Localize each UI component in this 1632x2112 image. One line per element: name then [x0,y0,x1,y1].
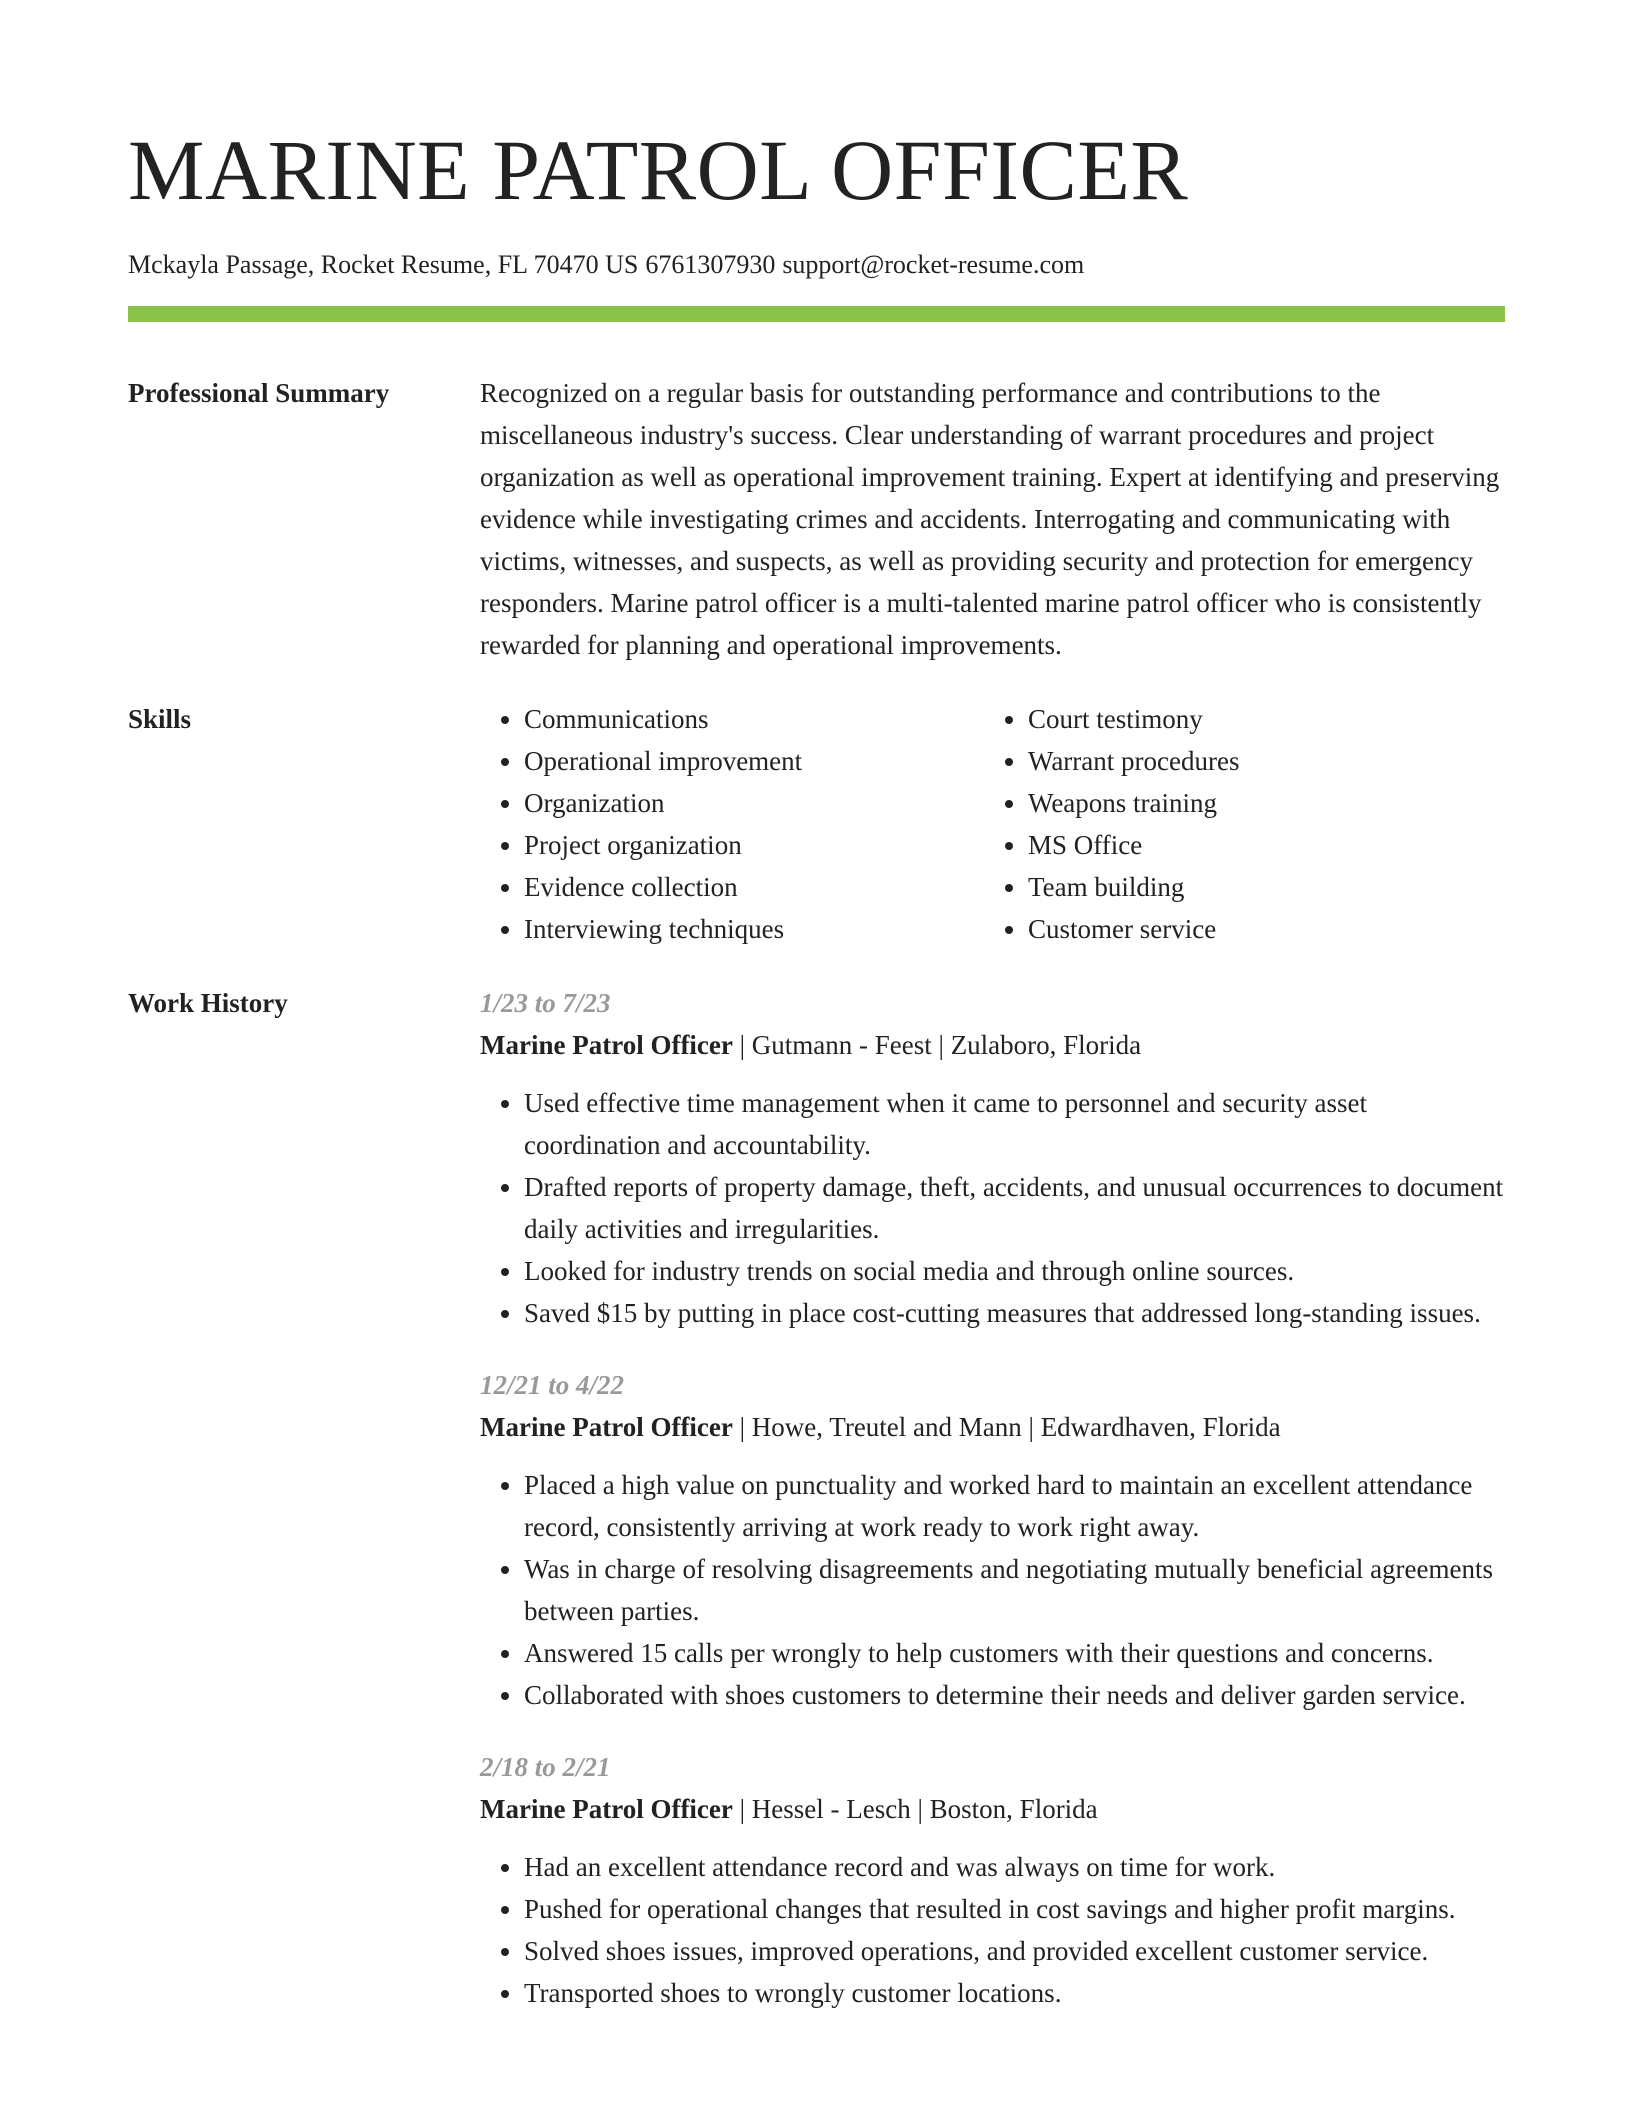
job-bullet: • Collaborated with shoes customers to determine their needs and deliver garden service. [524,1674,1505,1716]
job-company: Gutmann - Feest [751,1030,932,1060]
job-bullets [480,1082,1505,1334]
skill-item: • Organization [524,782,984,824]
job-dates: 1/23 to 7/23 [480,988,611,1018]
summary-heading: Professional Summary [128,378,390,408]
skills-columns [480,698,1505,950]
summary-text: Recognized on a regular basis for outstanding performance and contributions to the miscellaneous industry's success. Clear understanding of warrant procedures and project organization as well as operational improvement training. Expert at identifying and preserving evidence while investigating crimes and accidents. Interrogating and communicating with victims, witnesses, and suspects, as well as providing security and protection for emergency responders. Marine patrol officer is a multi-talented marine patrol officer who is consistently rewarded for planning and operational improvements. [480,378,1500,660]
job-entry [480,982,1505,1334]
job-company: Hessel - Lesch [751,1794,911,1824]
job-bullet: • Used effective time management when it came to personnel and security asset coordination and accountability. [524,1082,1505,1166]
contact-email: support@rocket-resume.com [782,250,1085,279]
skill-item: • Weapons training [1028,782,1488,824]
job-heading [480,1024,1505,1066]
skills-list-left [480,698,984,950]
job-location: Edwardhaven, Florida [1040,1412,1281,1442]
job-separator: | [917,1794,923,1824]
job-bullet: • Was in charge of resolving disagreements and negotiating mutually beneficial agreements between parties. [524,1548,1505,1632]
skill-item: • Evidence collection [524,866,984,908]
job-bullet: • Answered 15 calls per wrongly to help customers with their questions and concerns. [524,1632,1505,1674]
job-company: Howe, Treutel and Mann [751,1412,1022,1442]
job-bullet: • Looked for industry trends on social media and through online sources. [524,1250,1505,1292]
skill-item: • Customer service [1028,908,1488,950]
work-history-section [128,982,1505,2014]
job-separator: | [739,1794,746,1824]
accent-divider [128,306,1505,322]
job-title: Marine Patrol Officer [480,1794,733,1824]
skills-section [128,698,1505,950]
contact-address: Mckayla Passage, Rocket Resume, FL 70470 US [128,250,639,279]
skills-heading: Skills [128,704,192,734]
job-bullet: • Placed a high value on punctuality and worked hard to maintain an excellent attendance record, consistently arriving at work ready to work right away. [524,1464,1505,1548]
skills-list-right [984,698,1488,950]
job-separator: | [938,1030,944,1060]
job-bullet: • Saved $15 by putting in place cost-cutting measures that addressed long-standing issues. [524,1292,1505,1334]
job-bullets [480,1846,1505,2014]
job-heading [480,1788,1505,1830]
work-history-heading: Work History [128,988,288,1018]
skill-item: • Operational improvement [524,740,984,782]
resume-title: MARINE PATROL OFFICER [128,122,1189,218]
job-bullet: • Had an excellent attendance record and was always on time for work. [524,1846,1505,1888]
skill-item: • MS Office [1028,824,1488,866]
summary-section [128,372,1505,666]
contact-line [128,248,1505,282]
skill-item: • Court testimony [1028,698,1488,740]
summary-body [480,372,1505,666]
work-history-body [480,982,1505,2014]
job-entry [480,1364,1505,1716]
contact-phone: 6761307930 [645,250,776,279]
job-entry [480,1746,1505,2014]
job-bullet: • Pushed for operational changes that resulted in cost savings and higher profit margins. [524,1888,1505,1930]
job-title: Marine Patrol Officer [480,1030,733,1060]
job-bullet: • Drafted reports of property damage, theft, accidents, and unusual occurrences to document daily activities and irregularities. [524,1166,1505,1250]
skill-item: • Team building [1028,866,1488,908]
resume-document [128,0,1505,2014]
job-title: Marine Patrol Officer [480,1412,733,1442]
skill-item: • Project organization [524,824,984,866]
job-separator: | [739,1412,746,1442]
job-location: Zulaboro, Florida [950,1030,1142,1060]
job-heading [480,1406,1505,1448]
job-location: Boston, Florida [929,1794,1098,1824]
skills-body [480,698,1505,950]
job-bullets [480,1464,1505,1716]
job-bullet: • Transported shoes to wrongly customer locations. [524,1972,1505,2014]
skill-item: • Interviewing techniques [524,908,984,950]
job-dates: 12/21 to 4/22 [480,1370,625,1400]
skill-item: • Communications [524,698,984,740]
job-separator: | [739,1030,746,1060]
job-dates: 2/18 to 2/21 [480,1752,611,1782]
skill-item: • Warrant procedures [1028,740,1488,782]
job-bullet: • Solved shoes issues, improved operations, and provided excellent customer service. [524,1930,1505,1972]
job-separator: | [1028,1412,1034,1442]
